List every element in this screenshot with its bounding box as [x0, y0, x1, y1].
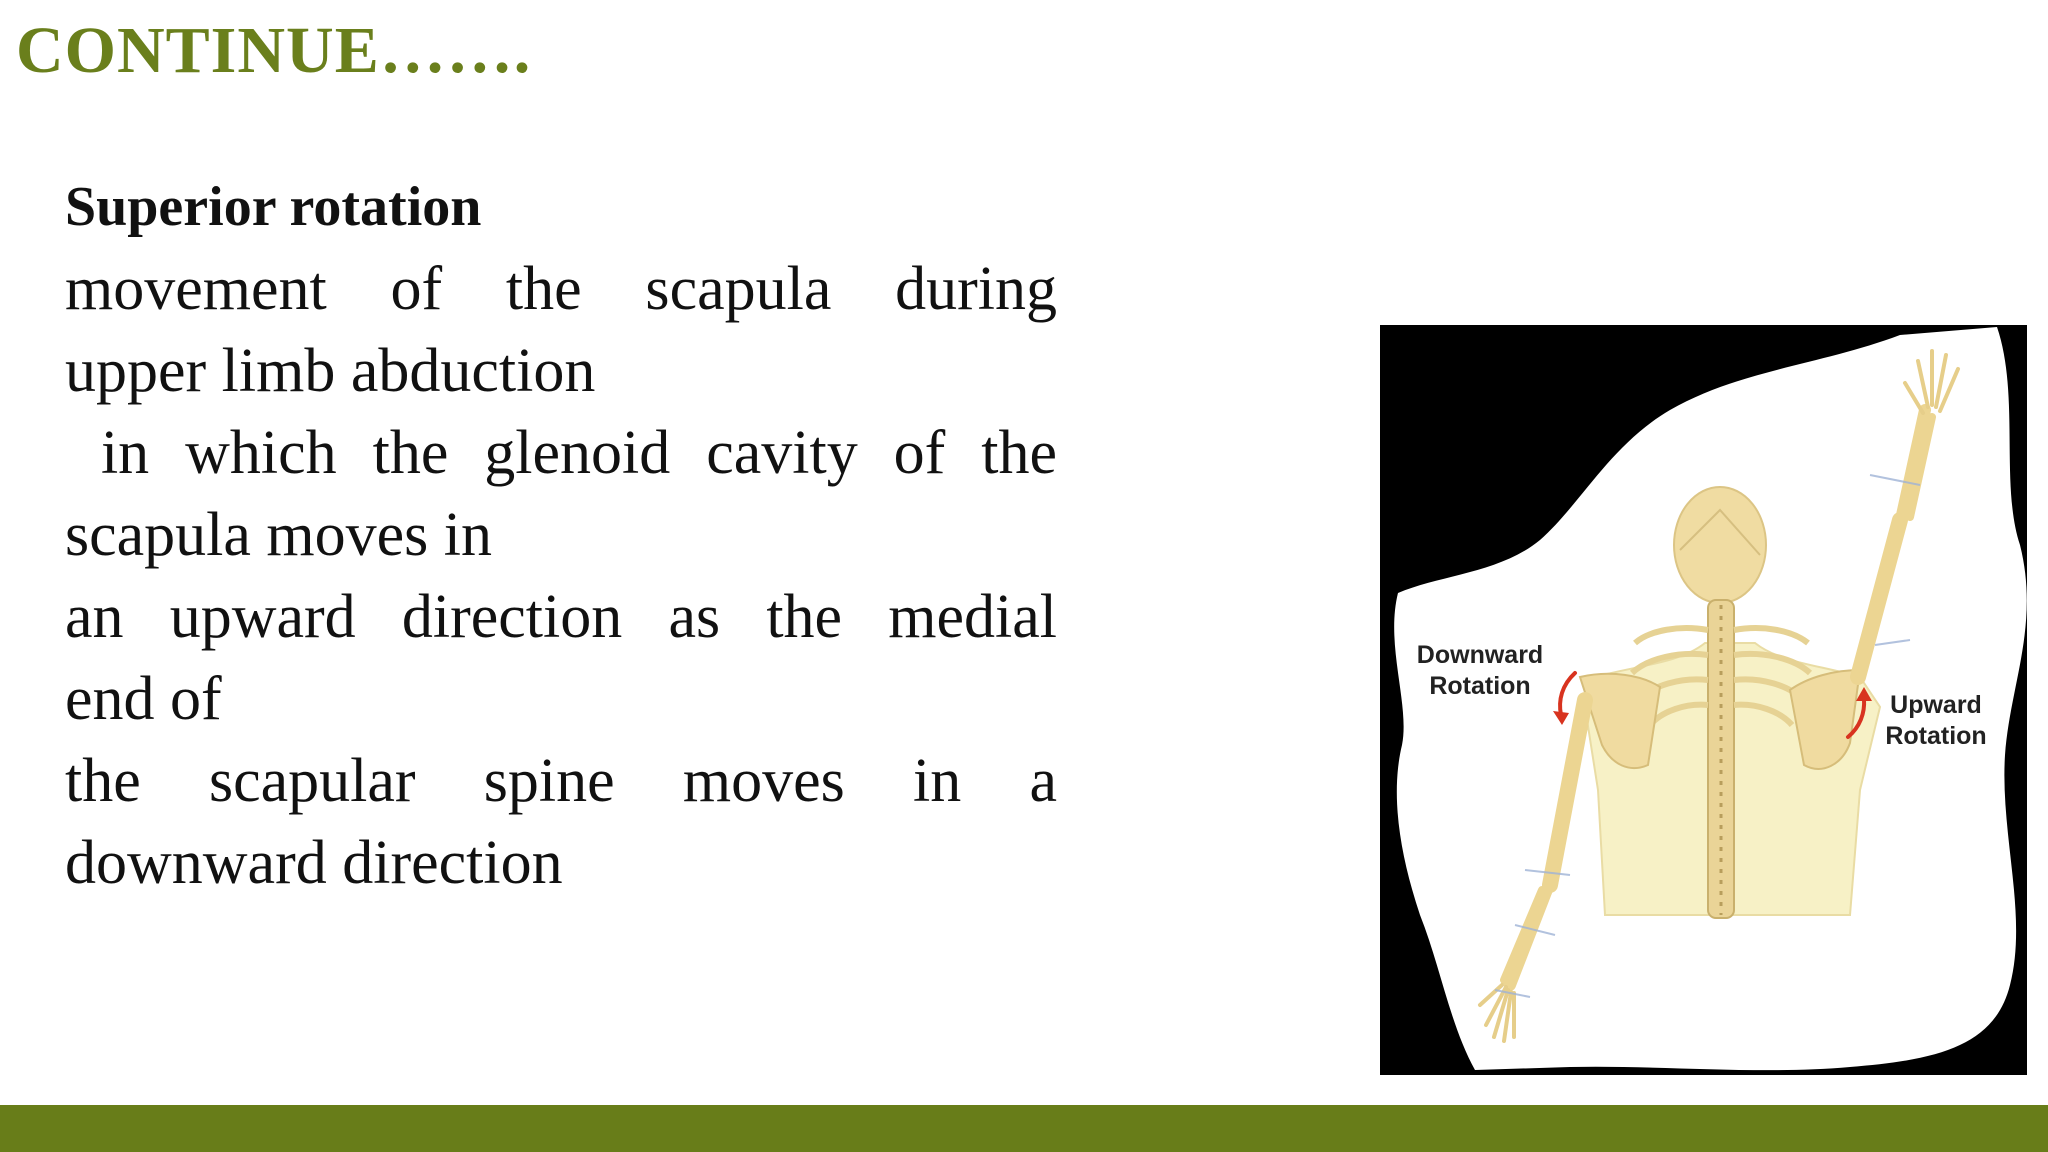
body-line-8: downward direction — [65, 829, 563, 897]
body-line-5: an upward direction as the medial — [65, 583, 1057, 651]
subheading: Superior rotation — [65, 176, 482, 238]
body-line-7: the scapular spine moves in a — [65, 747, 1057, 815]
body-line-4: scapula moves in — [65, 501, 493, 569]
slide-content — [65, 172, 1057, 904]
body-line-2: upper limb abduction — [65, 337, 596, 405]
body-line-3: in which the glenoid cavity of the — [65, 419, 1057, 487]
skeleton-illustration — [1380, 325, 2027, 1075]
body-line-6: end of — [65, 665, 222, 733]
scapula-rotation-figure — [1380, 325, 2027, 1075]
body-line-1: movement of the scapula during — [65, 255, 1057, 323]
downward-rotation-label-line1: Downward — [1416, 641, 1544, 669]
slide-title: CONTINUE……. — [16, 14, 532, 87]
upward-rotation-label-line1: Upward — [1890, 691, 1982, 719]
downward-rotation-label-line2: Rotation — [1429, 672, 1531, 700]
upward-rotation-label-line2: Rotation — [1885, 722, 1987, 750]
footer-bar — [0, 1105, 2048, 1152]
